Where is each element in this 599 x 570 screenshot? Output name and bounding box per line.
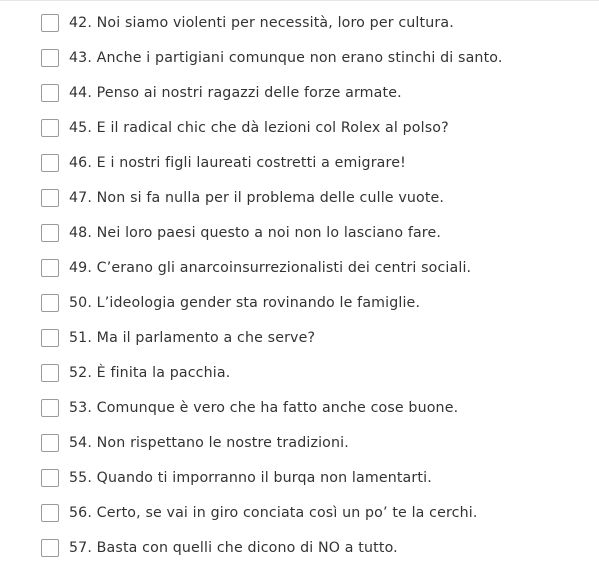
checkbox[interactable] — [41, 364, 59, 382]
item-label: 55. Quando ti imporranno il burqa non lamentarti. — [69, 469, 432, 486]
list-item[interactable] — [41, 285, 591, 320]
checkbox[interactable] — [41, 119, 59, 137]
list-item[interactable] — [41, 320, 591, 355]
checkbox[interactable] — [41, 189, 59, 207]
list-item[interactable] — [41, 460, 591, 495]
item-label: 52. È finita la pacchia. — [69, 364, 231, 381]
top-divider — [0, 0, 599, 1]
list-item[interactable] — [41, 390, 591, 425]
item-label: 51. Ma il parlamento a che serve? — [69, 329, 316, 346]
list-item[interactable] — [41, 5, 591, 40]
checkbox[interactable] — [41, 259, 59, 277]
list-item[interactable] — [41, 495, 591, 530]
item-label: 46. E i nostri figli laureati costretti a emigrare! — [69, 154, 406, 171]
item-label: 49. C’erano gli anarcoinsurrezionalisti dei centri sociali. — [69, 259, 472, 276]
checkbox[interactable] — [41, 224, 59, 242]
checkbox[interactable] — [41, 154, 59, 172]
list-item[interactable] — [41, 180, 591, 215]
item-label: 47. Non si fa nulla per il problema delle culle vuote. — [69, 189, 445, 206]
checkbox[interactable] — [41, 434, 59, 452]
item-label: 44. Penso ai nostri ragazzi delle forze armate. — [69, 84, 402, 101]
list-item[interactable] — [41, 215, 591, 250]
checklist — [41, 5, 591, 565]
list-item[interactable] — [41, 530, 591, 565]
item-label: 48. Nei loro paesi questo a noi non lo lasciano fare. — [69, 224, 442, 241]
checkbox[interactable] — [41, 399, 59, 417]
list-item[interactable] — [41, 40, 591, 75]
checkbox[interactable] — [41, 84, 59, 102]
checkbox[interactable] — [41, 469, 59, 487]
checkbox[interactable] — [41, 49, 59, 67]
item-label: 45. E il radical chic che dà lezioni col Rolex al polso? — [69, 119, 449, 136]
checkbox[interactable] — [41, 14, 59, 32]
list-item[interactable] — [41, 145, 591, 180]
item-label: 50. L’ideologia gender sta rovinando le famiglie. — [69, 294, 421, 311]
list-item[interactable] — [41, 250, 591, 285]
list-item[interactable] — [41, 355, 591, 390]
item-label: 56. Certo, se vai in giro conciata così un po’ te la cerchi. — [69, 504, 478, 521]
checkbox[interactable] — [41, 329, 59, 347]
checkbox[interactable] — [41, 539, 59, 557]
list-item[interactable] — [41, 75, 591, 110]
checkbox[interactable] — [41, 294, 59, 312]
item-label: 57. Basta con quelli che dicono di NO a tutto. — [69, 539, 398, 556]
item-label: 54. Non rispettano le nostre tradizioni. — [69, 434, 349, 451]
list-item[interactable] — [41, 110, 591, 145]
item-label: 53. Comunque è vero che ha fatto anche cose buone. — [69, 399, 459, 416]
list-item[interactable] — [41, 425, 591, 460]
item-label: 43. Anche i partigiani comunque non erano stinchi di santo. — [69, 49, 503, 66]
item-label: 42. Noi siamo violenti per necessità, loro per cultura. — [69, 14, 454, 31]
checkbox[interactable] — [41, 504, 59, 522]
